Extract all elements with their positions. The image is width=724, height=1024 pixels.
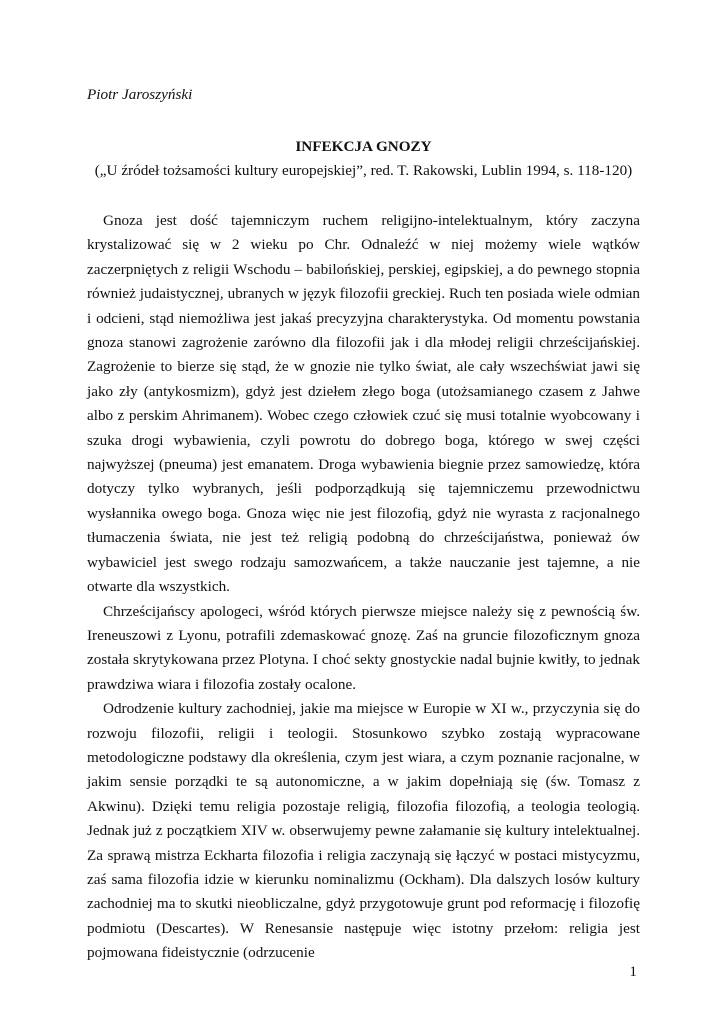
paragraph: Chrześcijańscy apologeci, wśród których pierwsze miejsce należy się z pewnością św. Ireneuszowi z Lyonu, potrafili zdemaskować gnozę. Zaś na gruncie filozoficznym gnoza została skrytykowana przez Plotyna. I choć sekty gnostyckie nadal bujnie kwitły, to jednak prawdziwa wiara i filozofia zostały ocalone. [87, 602, 640, 693]
paragraph: Gnoza jest dość tajemniczym ruchem religijno-intelektualnym, który zaczyna krystalizować się w 2 wieku po Chr. Odnaleźć w niej możemy wiele wątków zaczerpniętych z religii Wschodu – babilońskiej, perskiej, egipskiej, a do pewnego stopnia również judaistycznej, ubranych w język filozofii greckiej. Ruch ten posiada wiele odmian i odcieni, stąd niemożliwa jest jakaś precyzyjna charakterystyka. Od momentu powstania gnoza stanowi zagrożenie zarówno dla filozofii jak i dla młodej religii chrześcijańskiej. Zagrożenie to bierze się stąd, że w gnozie nie tylko świat, ale cały wszechświat jawi się jako zły (antykosmizm), gdyż jest dziełem złego boga (utożsamianego czasem z Jahwe albo z perskim Ahrimanem). Wobec czego człowiek czuć się musi totalnie wyobcowany i szuka drogi wybawienia, czyli powrotu do dobrego boga, którego w swej części najwyższej (pneuma) jest emanatem. Droga wybawienia biegnie przez samowiedzę, która dotyczy tylko wybranych, jeśli podporządkują się tajemniczemu przewodnictwu wysłannika owego boga. Gnoza więc nie jest filozofią, gdyż nie wyrasta z racjonalnego tłumaczenia świata, nie jest też religią podobną do chrześcijaństwa, ponieważ ów wybawiciel jest swego rodzaju samozwańcem, a także nauczanie jest tajemne, a nie otwarte dla wszystkich. [87, 212, 640, 596]
document-body [87, 209, 640, 966]
source-citation: („U źródeł tożsamości kultury europejskiej”, red. T. Rakowski, Lublin 1994, s. 118-120) [94, 162, 633, 179]
page-number: 1 [629, 963, 637, 980]
author-name: Piotr Jaroszyński [87, 86, 193, 103]
document-title: INFEKCJA GNOZY [295, 138, 432, 155]
paragraph: Odrodzenie kultury zachodniej, jakie ma miejsce w Europie w XI w., przyczynia się do rozwoju filozofii, religii i teologii. Stosunkowo szybko zostają wypracowane metodologiczne podstawy dla określenia, czym jest wiara, a czym poznanie racjonalne, w jakim sensie porządki te są autonomiczne, a w jakim dopełniają się (św. Tomasz z Akwinu). Dzięki temu religia pozostaje religią, filozofia filozofią, a teologia teologią. Jednak już z początkiem XIV w. obserwujemy pewne załamanie się kultury intelektualnej. Za sprawą mistrza Eckharta filozofia i religia zaczynają się łączyć w postaci mistycyzmu, zaś sama filozofia idzie w kierunku nominalizmu (Ockham). Dla dalszych losów kultury zachodniej ma to skutki nieobliczalne, gdyż przygotowuje grunt pod reformację i filozofię podmiotu (Descartes). W Renesansie następuje więc istotny przełom: religia jest pojmowana fideistycznie (odrzucenie [87, 700, 640, 962]
